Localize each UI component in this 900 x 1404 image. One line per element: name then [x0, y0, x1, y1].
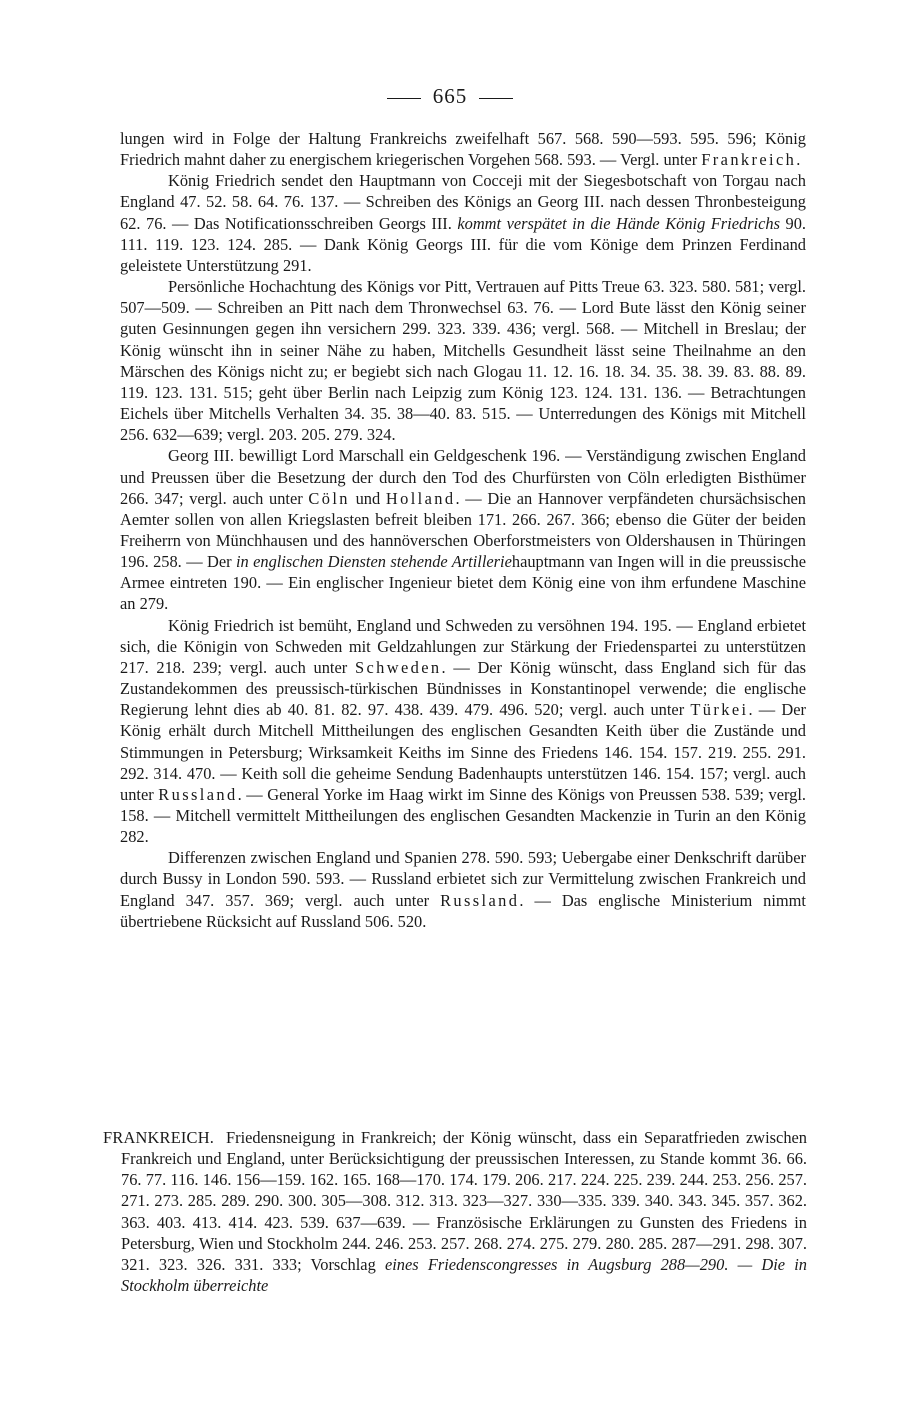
spaced-cross-reference: Russland [158, 784, 238, 804]
index-body-text [120, 128, 806, 932]
text-run: 90. 111. 119. 123. 124. 285. — Dank König Georgs III. für die vom Könige dem Prinzen Ferdinand geleistete Unterstützung 291. [120, 213, 807, 275]
text-run: König Friedrich sendet den Hauptmann von Cocceji mit der Siegesbotschaft von Torgau nach England 47. 52. 58. 64. 76. 137. — Schreiben des Königs an Georg III. nach dessen Thronbesteigung 62. 76. — Das Notificationsschreiben Georgs III. [120, 171, 806, 233]
text-run: Persönliche Hochachtung des Königs vor Pitt, Vertrauen auf Pitts Treue 63. 323. 580. 581; vergl. 507—509. — Schreiben an Pitt nach dem Thronwechsel 63. 76. — Lord Bute lässt den König seiner guten Gesinnungen gegen ihn versichern 299. 323. 339. 436; vergl. 568. — Mitchell in Breslau; der König wünscht ihn in seiner Nähe zu haben, Mitchells Gesundheit lässt seine Theilnahme an den Märschen des Königs nicht zu; er begiebt sich nach Glogau 11. 12. 16. 18. 34. 35. 38. 39. 83. 88. 89. 119. 123. 131. 515; geht über Berlin nach Leipzig zum König 123. 124. 131. 136. — Betrachtungen Eichels über Mitchells Verhalten 34. 35. 38—40. 83. 515. — Unterredungen des Königs mit Mitchell 256. 632—639; vergl. 203. 205. 279. 324. [120, 277, 806, 445]
text-run: König Friedrich ist bemüht, England und Schweden zu versöhnen 194. 195. — England erbietet sich, die Königin von Schweden mit Geldzahlungen zur Stärkung der Friedenspartei zu unterstützen 217. 218. 239; vergl. auch unter [120, 615, 806, 677]
index-paragraph [120, 276, 806, 445]
text-run: Differenzen zwischen England und Spanien 278. 590. 593; Uebergabe einer Denkschrift darüber durch Bussy in London 590. 593. — Russland erbietet sich zur Vermittelung zwischen Frankreich und England 347. 357. 369; vergl. auch unter [120, 848, 806, 910]
italic-text: kommt verspätet in die Hände König Friedrichs [457, 213, 780, 233]
spaced-cross-reference: Schweden [354, 657, 442, 677]
spaced-cross-reference: Cöln [308, 488, 350, 508]
entry-headword: FRANKREICH. [103, 1128, 215, 1147]
text-run: lungen wird in Folge der Haltung Frankreichs zweifelhaft 567. 568. 590—593. 595. 596; König Friedrich mahnt daher zu energischem kriegerischen Vorgehen 568. 593. — Vergl. unter [120, 129, 806, 170]
page-number: 665 [432, 84, 468, 108]
spaced-cross-reference: Russland [440, 890, 520, 910]
index-entry-frankreich [103, 1127, 807, 1296]
spaced-cross-reference: Türkei [690, 700, 749, 720]
page-header [0, 84, 900, 109]
index-paragraph [120, 128, 806, 170]
entry-text [121, 1128, 807, 1295]
index-paragraph [120, 445, 806, 614]
text-run: . — Das englische Ministerium nimmt übertriebene Rücksicht auf Russland 506. 520. [120, 890, 806, 931]
text-run: . — Der König erhält durch Mitchell Mittheilungen des englischen Gesandten Keith über die Zustände und Stimmungen in Petersburg; Wirksamkeit Keiths im Sinne des Friedens 146. 154. 157. 219. 255. 291. 292. 314. 470. — Keith soll die geheime Sendung Badenhaupts unterstützen 146. 154. 157; vergl. auch unter [120, 700, 806, 804]
header-dash-left [387, 98, 421, 99]
spaced-cross-reference: Holland [385, 488, 456, 508]
text-run: hauptmann van Ingen will in die preussische Armee eintreten 190. — Ein englischer Ingenieur bietet dem König eine von ihm erfundene Maschine an 279. [120, 552, 806, 614]
header-dash-right [479, 98, 513, 99]
text-run: . — Die an Hannover verpfändeten chursächsischen Aemter sollen von allen Kriegslasten befreit bleiben 171. 266. 267. 366; ebenso die Güter der beiden Freiherrn von Münchhausen und des hannöverschen Oberforstmeisters von Oldershausen in Thüringen 196. 258. — Der [120, 488, 806, 572]
spaced-cross-reference: Frankreich [701, 150, 797, 170]
text-run: . — General Yorke im Haag wirkt im Sinne des Königs von Preussen 538. 539; vergl. 158. — Mitchell vermittelt Mittheilungen des englischen Gesandten Mackenzie in Turin an den König 282. [120, 784, 806, 847]
index-paragraph [120, 615, 806, 848]
text-run: . [796, 150, 801, 170]
text-run: Friedensneigung in Frankreich; der König wünscht, dass ein Separatfrieden zwischen Frankreich und England, unter Berücksichtigung der preussischen Interessen, zu Stande kommt 36. 66. 76. 77. 116. 146. 156—159. 162. 165. 168—170. 174. 179. 206. 217. 224. 225. 239. 244. 253. 256. 257. 271. 273. 285. 289. 290. 300. 305—308. 312. 313. 323—327. 330—335. 339. 340. 343. 345. 357. 362. 363. 403. 413. 414. 423. 539. 637—639. — Französische Erklärungen zu Gunsten des Friedens in Petersburg, Wien und Stockholm 244. 246. 253. 257. 268. 274. 275. 279. 280. 285. 287—291. 298. 307. 321. 323. 326. 331. 333; Vorschlag [121, 1128, 807, 1274]
index-paragraph [120, 847, 806, 932]
text-run: und [349, 488, 386, 508]
text-run: . — Der König wünscht, dass England sich für das Zustandekommen des preussisch-türkischen Bündnisses in Konstantinopel verwende; die englische Regierung lehnt dies ab 40. 81. 82. 97. 438. 439. 479. 496. 520; vergl. auch unter [120, 657, 806, 720]
index-entry-paragraph [103, 1127, 807, 1296]
index-paragraph [120, 170, 806, 276]
italic-text: eines Friedenscongresses in Augsburg 288—290. — Die in Stockholm überreichte [121, 1254, 807, 1296]
text-run: Georg III. bewilligt Lord Marschall ein Geldgeschenk 196. — Verständigung zwischen England und Preussen über die Besetzung der durch den Tod des Churfürsten von Cöln erledigten Bisthümer 266. 347; vergl. auch unter [120, 446, 806, 508]
italic-text: in englischen Diensten stehende Artillerie [235, 552, 512, 572]
